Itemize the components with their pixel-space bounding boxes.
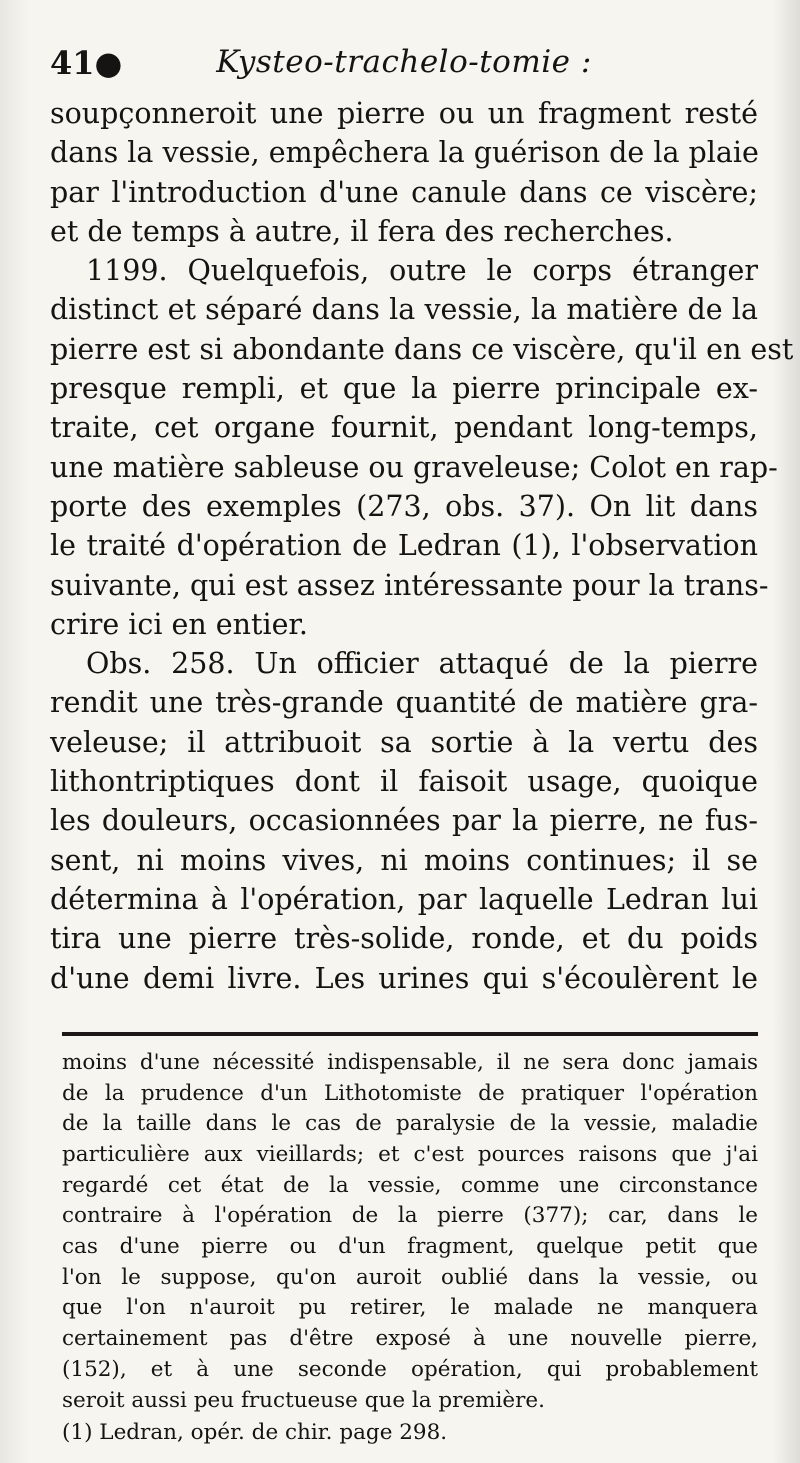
note-line: de la prudence d'un Lithotomiste de pratiquer l'opération	[62, 1080, 758, 1106]
text-line: le traité d'opération de Ledran (1), l'observation	[50, 529, 758, 563]
note-line: l'on le suppose, qu'on auroit oublié dans la vessie, ou	[62, 1264, 758, 1290]
note-line: seroit aussi peu fructueuse que la première.	[62, 1387, 545, 1413]
note-line: contraire à l'opération de la pierre (377); car, dans le	[62, 1203, 758, 1229]
text-line: veleuse; il attribuoit sa sortie à la vertu des	[50, 725, 758, 759]
note-line: particulière aux vieillards; et c'est pources raisons que j'ai	[62, 1141, 758, 1167]
paragraph-1199-start: 1199. Quelquefois, outre le corps étranger	[86, 254, 758, 288]
note-line: regardé cet état de la vessie, comme une circonstance	[62, 1172, 758, 1198]
note-line: de la taille dans le cas de paralysie de la vessie, maladie	[62, 1111, 758, 1137]
page-number: 41●	[50, 44, 123, 82]
text-line: presque rempli, et que la pierre principale ex-	[50, 372, 758, 406]
text-line: suivante, qui est assez intéressante pour la trans-	[50, 568, 769, 602]
footnote-reference: (1) Ledran, opér. de chir. page 298.	[62, 1420, 448, 1446]
note-line: cas d'une pierre ou d'un fragment, quelque petit que	[62, 1234, 758, 1260]
text-line: et de temps à autre, il fera des recherches.	[50, 214, 674, 248]
text-line: sent, ni moins vives, ni moins continues; il se	[50, 843, 758, 877]
text-line: détermina à l'opération, par laquelle Ledran lui	[50, 882, 758, 916]
running-head	[50, 38, 758, 94]
text-line: traite, cet organe fournit, pendant long-temps,	[50, 411, 758, 445]
text-line: pierre est si abondante dans ce viscère, qu'il en est	[50, 332, 794, 366]
running-title: Kysteo-trachelo-tomie :	[216, 44, 592, 80]
note-line: moins d'une nécessité indispensable, il ne sera donc jamais	[62, 1049, 758, 1075]
text-line: les douleurs, occasionnées par la pierre, ne fus-	[50, 804, 758, 838]
text-line: soupçonneroit une pierre ou un fragment resté	[50, 97, 758, 130]
footnote-separator-rule	[62, 1032, 758, 1036]
main-text	[50, 94, 794, 998]
text-line: dans la vessie, empêchera la guérison de la plaie	[50, 136, 759, 170]
text-line: rendit une très-grande quantité de matière gra-	[50, 686, 758, 720]
text-line: par l'introduction d'une canule dans ce viscère;	[50, 175, 758, 209]
text-line: d'une demi livre. Les urines qui s'écoulèrent le	[50, 961, 758, 995]
note-line: (152), et à une seconde opération, qui probablement	[62, 1356, 758, 1382]
note-line: certainement pas d'être exposé à une nouvelle pierre,	[62, 1326, 758, 1352]
text-line: une matière sableuse ou graveleuse; Colot en rap-	[50, 450, 778, 484]
note-line: que l'on n'auroit pu retirer, le malade ne manquera	[62, 1295, 758, 1321]
text-line: porte des exemples (273, obs. 37). On lit dans	[50, 489, 758, 523]
text-line: crire ici en entier.	[50, 607, 308, 641]
footnotes	[50, 1048, 758, 1449]
text-line: lithontriptiques dont il faisoit usage, quoique	[50, 765, 758, 799]
observation-258-start: Obs. 258. Un officier attaqué de la pierre	[86, 647, 758, 681]
text-line: tira une pierre très-solide, ronde, et du poids	[50, 922, 758, 956]
text-line: distinct et séparé dans la vessie, la matière de la	[50, 293, 758, 327]
